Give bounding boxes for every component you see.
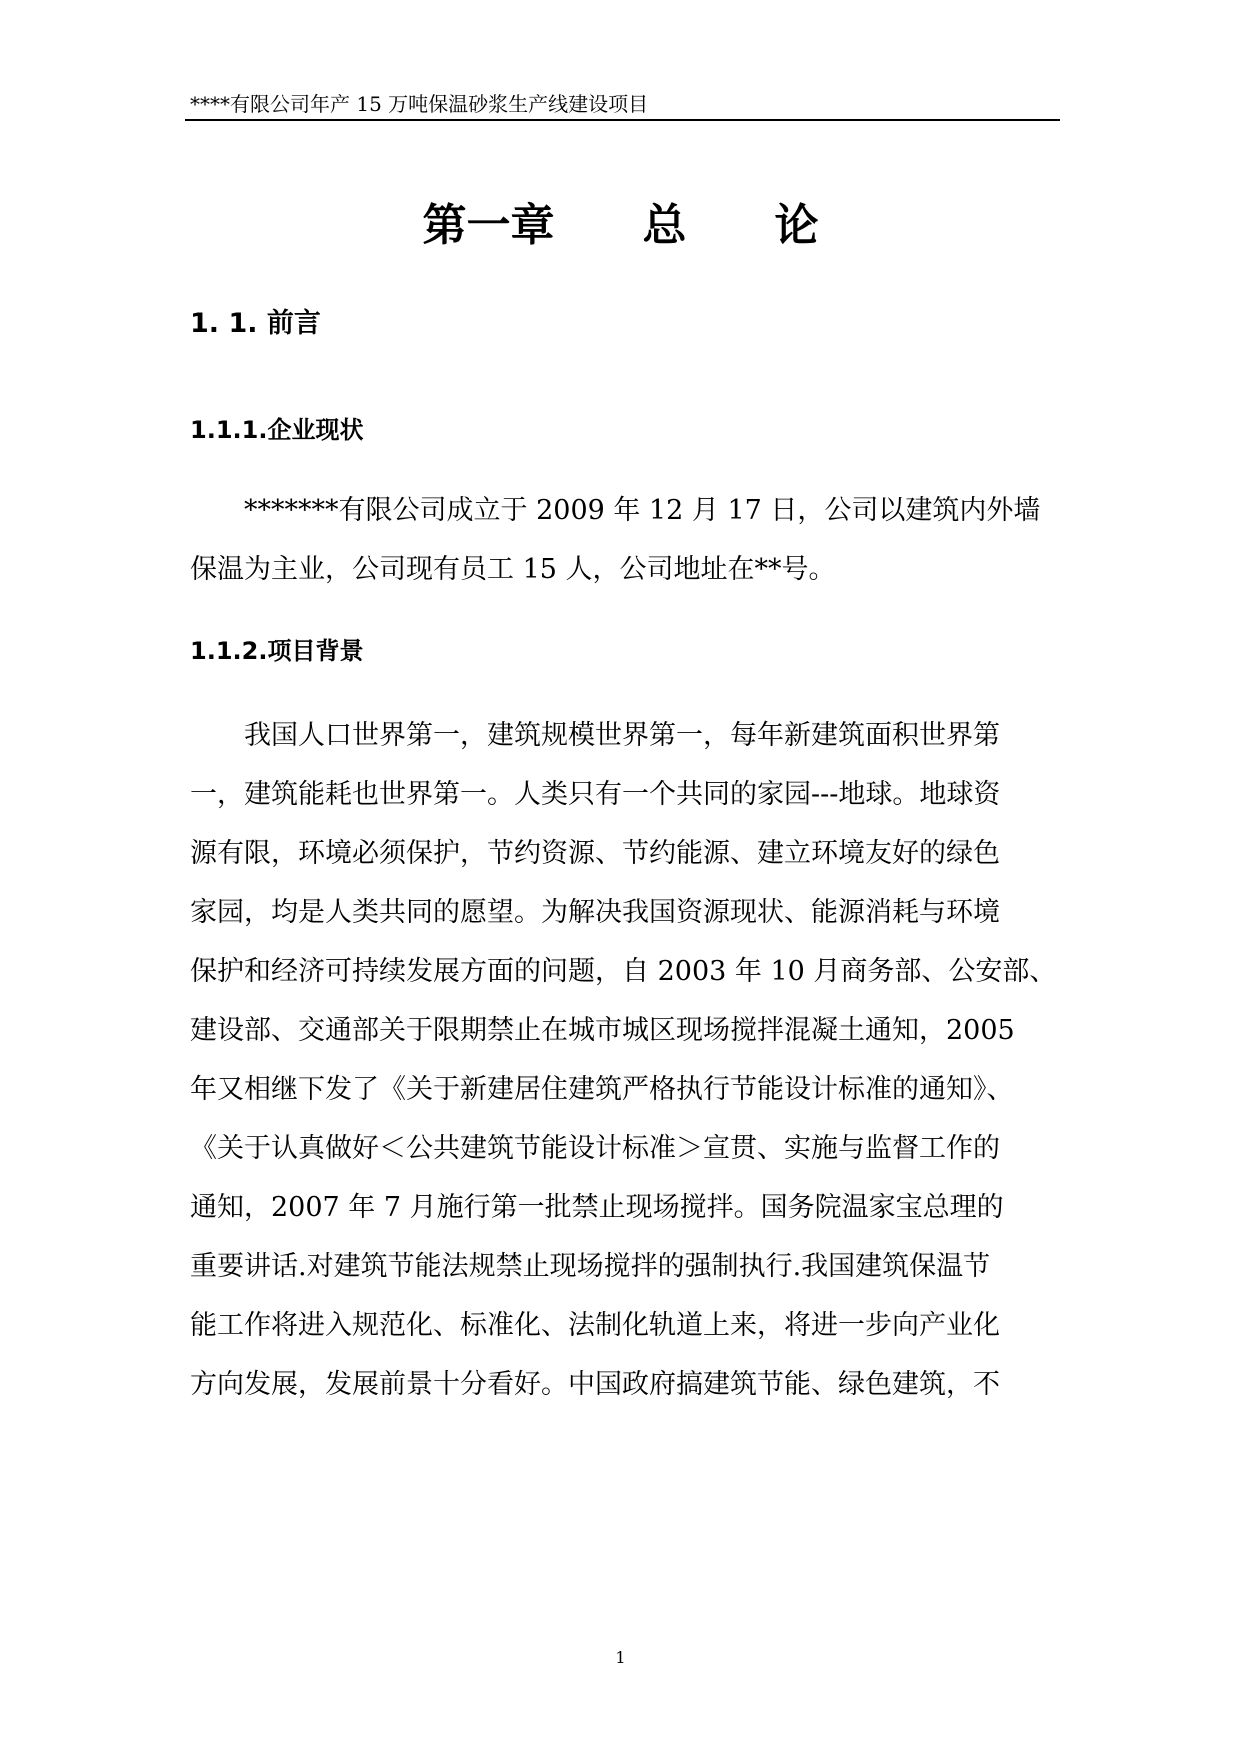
paragraph-line: 源有限，环境必须保护，节约资源、节约能源、建立环境友好的绿色 xyxy=(190,838,1000,869)
chapter-title: 第一章 总 论 xyxy=(422,200,819,251)
paragraph-company-status xyxy=(190,481,1060,599)
page-number: 1 xyxy=(615,1648,626,1667)
paragraph-line: 保护和经济可持续发展方面的问题，自 2003 年 10 月商务部、公安部、 xyxy=(190,956,1057,987)
paragraph-line: 能工作将进入规范化、标准化、法制化轨道上来，将进一步向产业化 xyxy=(190,1310,1000,1341)
paragraph-line: 年又相继下发了《关于新建居住建筑严格执行节能设计标准的通知》、 xyxy=(190,1074,1014,1105)
paragraph-line: 建设部、交通部关于限期禁止在城市城区现场搅拌混凝土通知，2005 xyxy=(190,1015,1015,1046)
subsection-heading: 1.1.2.项目背景 xyxy=(190,637,364,665)
paragraph-line: *******有限公司成立于 2009 年 12 月 17 日，公司以建筑内外墙 xyxy=(190,495,1041,526)
running-header: ****有限公司年产 15 万吨保温砂浆生产线建设项目 xyxy=(190,92,649,116)
paragraph-line: 方向发展，发展前景十分看好。中国政府搞建筑节能、绿色建筑，不 xyxy=(190,1369,1000,1400)
header-rule xyxy=(185,119,1060,121)
paragraph-line: 一，建筑能耗也世界第一。人类只有一个共同的家园---地球。地球资 xyxy=(190,779,1001,810)
paragraph-line: 通知，2007 年 7 月施行第一批禁止现场搅拌。国务院温家宝总理的 xyxy=(190,1192,1004,1223)
paragraph-line: 我国人口世界第一，建筑规模世界第一，每年新建筑面积世界第 xyxy=(190,720,1000,751)
paragraph-line: 《关于认真做好＜公共建筑节能设计标准＞宣贯、实施与监督工作的 xyxy=(190,1133,1000,1164)
paragraph-line: 家园，均是人类共同的愿望。为解决我国资源现状、能源消耗与环境 xyxy=(190,897,1000,928)
paragraph-line: 重要讲话.对建筑节能法规禁止现场搅拌的强制执行.我国建筑保温节 xyxy=(190,1251,991,1282)
subsection-heading: 1.1.1.企业现状 xyxy=(190,416,364,444)
paragraph-project-background xyxy=(190,706,1060,1414)
paragraph-line: 保温为主业，公司现有员工 15 人，公司地址在**号。 xyxy=(190,554,836,585)
section-heading: 1. 1. 前言 xyxy=(190,308,321,339)
